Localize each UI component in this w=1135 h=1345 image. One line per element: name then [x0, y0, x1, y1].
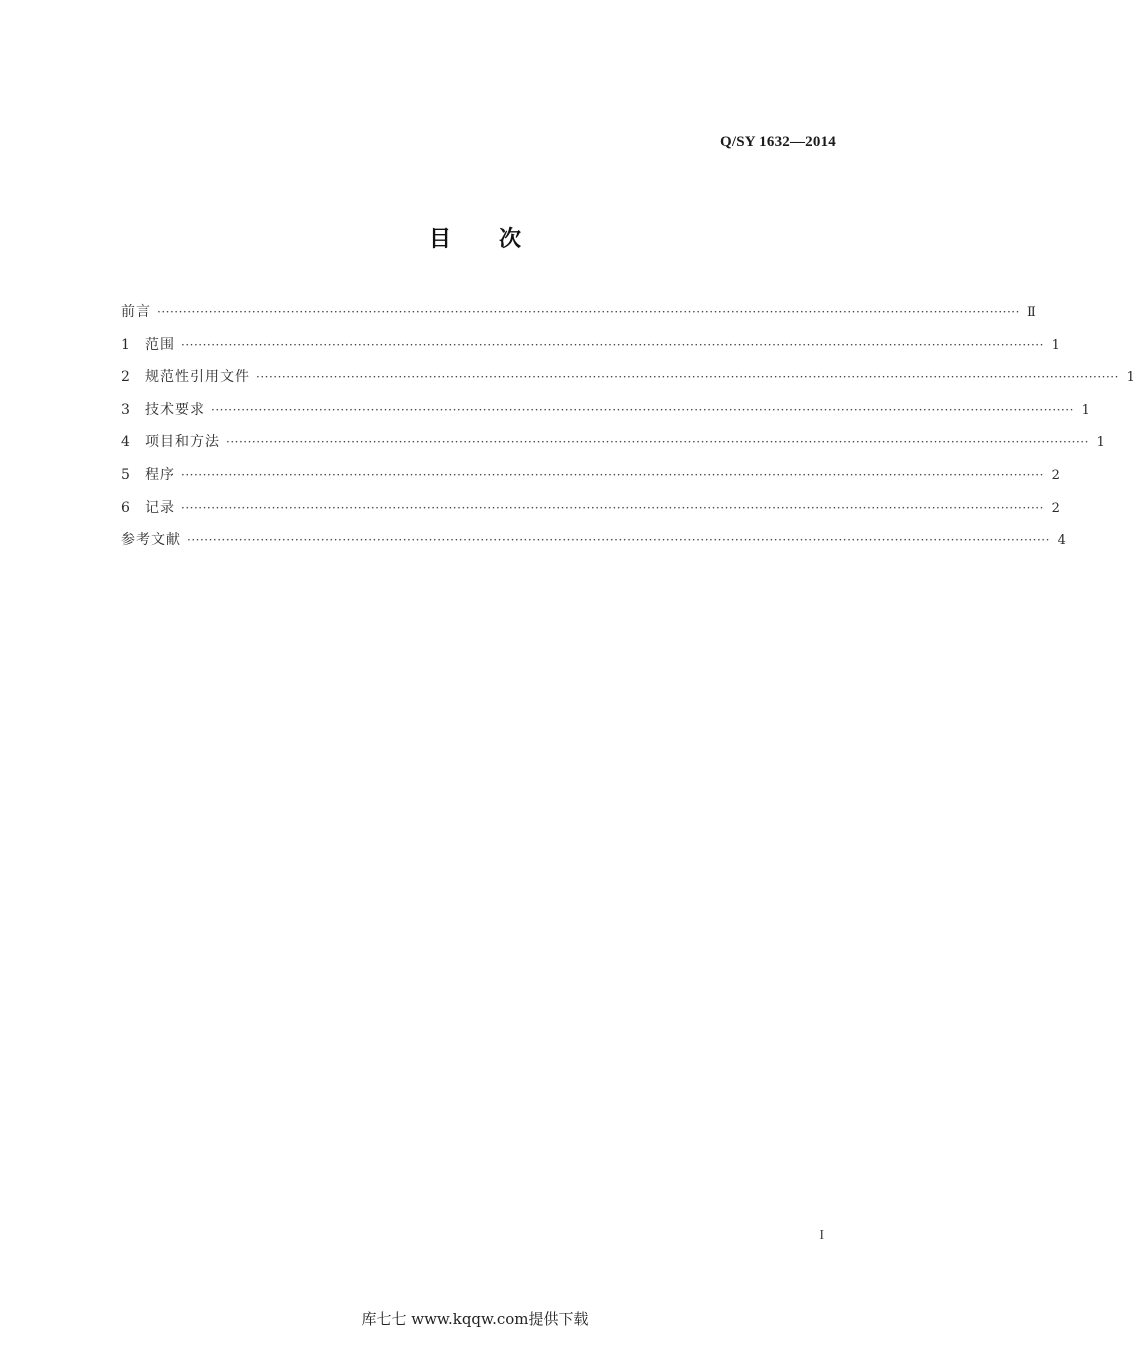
toc-entry-label: 规范性引用文件	[145, 369, 250, 386]
toc-entry-number: 3	[121, 401, 130, 418]
toc-entry-normative-references[interactable]	[121, 366, 1135, 399]
toc-leader-dots: ········································································································································································································	[181, 467, 1044, 482]
toc-entry-label: 程序	[145, 466, 175, 483]
toc-entry-bibliography[interactable]	[121, 529, 1066, 562]
toc-entry-label: 项目和方法	[145, 434, 220, 451]
toc-leader-dots: ········································································································································································································	[157, 305, 1020, 319]
toc-leader-dots: ········································································································································································································	[181, 337, 1044, 352]
toc-entry-label: 记录	[145, 499, 175, 516]
toc-entry-number: 4	[121, 434, 130, 451]
toc-entry-page: 2	[1051, 500, 1060, 516]
toc-entry-page: 1	[1126, 370, 1135, 386]
toc-entry-number: 2	[121, 369, 130, 386]
toc-leader-dots: ········································································································································································································	[181, 500, 1044, 515]
toc-entry-label: 参考文献	[121, 532, 181, 549]
toc-leader-dots: ········································································································································································································	[256, 370, 1119, 385]
toc-title	[0, 222, 950, 253]
toc-entry-preface[interactable]	[121, 301, 1036, 334]
toc-entry-items-and-methods[interactable]	[121, 431, 1105, 464]
toc-title-char-2: 次	[499, 227, 522, 252]
toc-entry-page: 1	[1081, 402, 1090, 418]
toc-entry-page: 4	[1057, 533, 1066, 549]
standard-code: Q/SY 1632—2014	[719, 134, 836, 150]
toc-entry-page: Ⅱ	[1027, 305, 1036, 320]
toc-entry-page: 1	[1096, 435, 1105, 451]
toc-entry-page: 2	[1051, 467, 1060, 483]
toc-entry-number: 1	[121, 336, 130, 353]
toc-list	[121, 301, 1135, 562]
toc-entry-number: 6	[121, 499, 130, 516]
toc-entry-scope[interactable]	[121, 334, 1060, 367]
toc-leader-dots: ········································································································································································································	[211, 402, 1074, 417]
toc-entry-label: 技术要求	[145, 401, 205, 418]
page-number: I	[819, 1228, 824, 1243]
toc-title-char-1: 目	[428, 227, 451, 252]
toc-entry-number: 5	[121, 466, 130, 483]
toc-entry-label: 范围	[145, 336, 175, 353]
footer-source-text: 库七七 www.kqqw.com提供下载	[361, 1310, 589, 1328]
toc-entry-page: 1	[1051, 337, 1060, 353]
toc-leader-dots: ········································································································································································································	[187, 533, 1050, 548]
toc-entry-procedure[interactable]	[121, 464, 1060, 497]
toc-entry-records[interactable]	[121, 497, 1060, 530]
toc-leader-dots: ········································································································································································································	[226, 435, 1089, 450]
toc-entry-technical-requirements[interactable]	[121, 399, 1090, 432]
toc-entry-label: 前言	[121, 304, 151, 320]
